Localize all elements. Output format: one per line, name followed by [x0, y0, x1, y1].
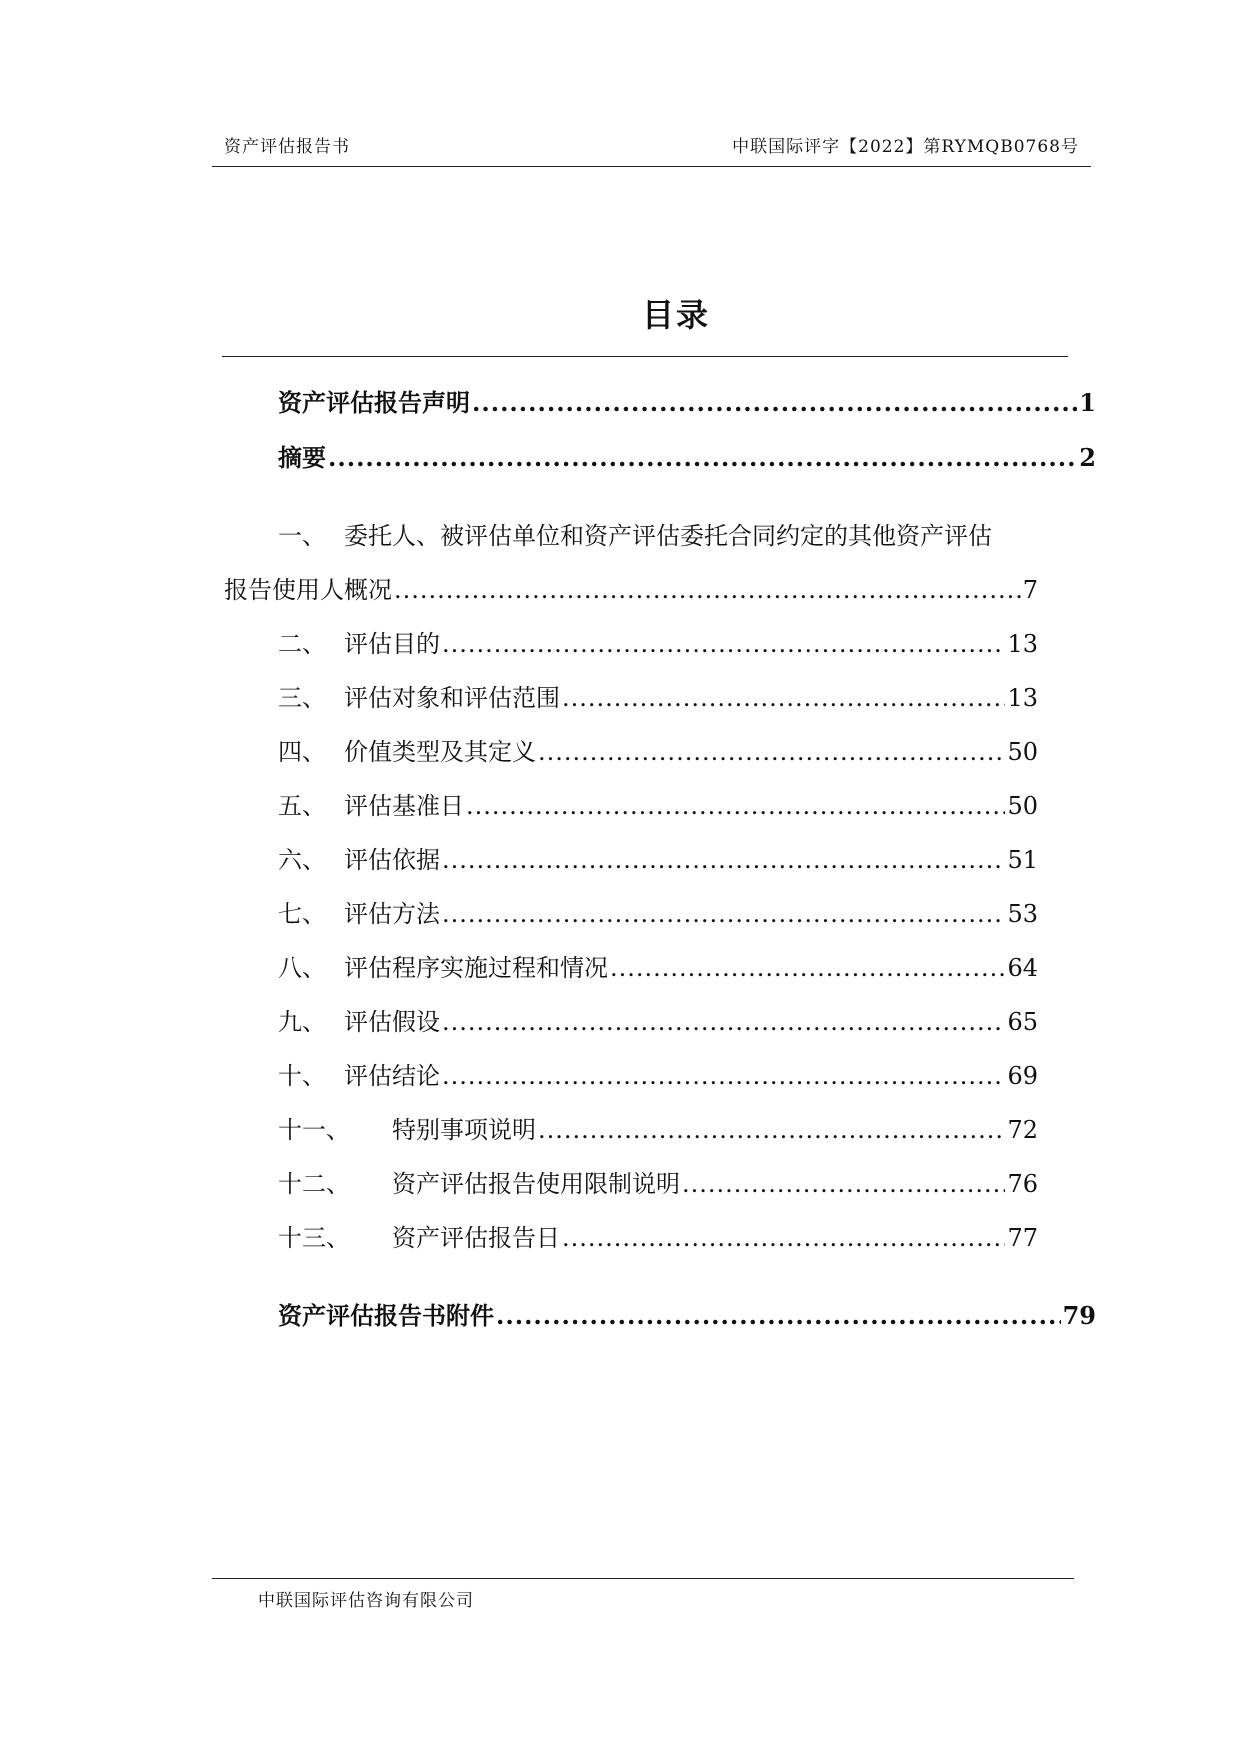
toc-number: 十一、: [278, 1116, 350, 1144]
toc-entry-summary[interactable]: [278, 438, 1096, 473]
toc-number: 一、: [278, 522, 326, 550]
toc-number: 二、: [278, 630, 326, 658]
toc-number: 五、: [278, 792, 326, 820]
header-document-type: 资产评估报告书: [224, 137, 350, 157]
footer-divider: [212, 1578, 1074, 1579]
toc-page-number: 7: [1022, 576, 1038, 604]
toc-entry-2[interactable]: [278, 624, 1038, 659]
toc-label: 资产评估报告书附件: [278, 1301, 494, 1330]
page-title: 目录: [641, 296, 710, 334]
toc-entry-13[interactable]: [278, 1218, 1038, 1253]
toc-label: 价值类型及其定义: [344, 738, 536, 766]
toc-entry-6[interactable]: [278, 840, 1038, 875]
toc-entry-appendix[interactable]: [278, 1296, 1096, 1331]
toc-label: 评估依据: [344, 846, 440, 874]
toc-leader: [442, 1008, 1005, 1036]
toc-entry-10[interactable]: [278, 1056, 1038, 1091]
toc-leader: [442, 846, 1005, 874]
toc-entry-12[interactable]: [278, 1164, 1038, 1199]
toc-label: 摘要: [278, 443, 326, 472]
toc-label: 评估结论: [344, 1062, 440, 1090]
toc-leader: [562, 1224, 1005, 1252]
toc-label: 评估程序实施过程和情况: [344, 954, 608, 982]
toc-page-number: 64: [1007, 954, 1038, 982]
toc-page-number: 13: [1007, 630, 1038, 658]
toc-entry-1-line2[interactable]: [224, 570, 1038, 605]
toc-entry-5[interactable]: [278, 786, 1038, 821]
toc-entry-11[interactable]: [278, 1110, 1038, 1145]
toc-leader: [442, 1062, 1005, 1090]
toc-label: 特别事项说明: [392, 1116, 536, 1144]
toc-page-number: 2: [1079, 443, 1096, 472]
toc-number: 七、: [278, 900, 326, 928]
toc-number: 六、: [278, 846, 326, 874]
toc-leader: [442, 630, 1005, 658]
toc-label: 评估假设: [344, 1008, 440, 1036]
toc-leader: [538, 1116, 1005, 1144]
toc-page-number: 53: [1007, 900, 1038, 928]
toc-label: 资产评估报告日: [392, 1224, 560, 1252]
toc-entry-1-line1[interactable]: [278, 516, 992, 551]
toc-entry-7[interactable]: [278, 894, 1038, 929]
toc-leader: [472, 388, 1077, 417]
toc-label: 评估基准日: [344, 792, 464, 820]
toc-page-number: 50: [1007, 738, 1038, 766]
toc-label: 评估对象和评估范围: [344, 684, 560, 712]
toc-leader: [538, 738, 1005, 766]
toc-page-number: 1: [1079, 388, 1096, 417]
toc-page-number: 65: [1007, 1008, 1038, 1036]
toc-page-number: 50: [1007, 792, 1038, 820]
toc-entry-9[interactable]: [278, 1002, 1038, 1037]
toc-number: 九、: [278, 1008, 326, 1036]
toc-page-number: 79: [1062, 1301, 1096, 1330]
toc-leader: [610, 954, 1005, 982]
toc-label: 评估方法: [344, 900, 440, 928]
toc-number: 三、: [278, 684, 326, 712]
toc-number: 四、: [278, 738, 326, 766]
toc-page-number: 69: [1007, 1062, 1038, 1090]
toc-label: 评估目的: [344, 630, 440, 658]
toc-number: 十、: [278, 1062, 326, 1090]
toc-entry-8[interactable]: [278, 948, 1038, 983]
toc-label: 报告使用人概况: [224, 576, 392, 604]
toc-number: 八、: [278, 954, 326, 982]
toc-label: 资产评估报告使用限制说明: [392, 1170, 680, 1198]
toc-leader: [562, 684, 1005, 712]
toc-leader: [328, 443, 1077, 472]
title-divider: [222, 356, 1068, 357]
toc-leader: [442, 900, 1005, 928]
toc-entry-statement[interactable]: [278, 383, 1096, 418]
page-header: [212, 128, 1091, 167]
toc-leader: [496, 1301, 1061, 1330]
toc-page-number: 76: [1007, 1170, 1038, 1198]
toc-label: 委托人、被评估单位和资产评估委托合同约定的其他资产评估: [344, 522, 992, 550]
toc-label: 资产评估报告声明: [278, 388, 470, 417]
toc-leader: [394, 576, 1021, 604]
toc-page-number: 77: [1007, 1224, 1038, 1252]
header-report-number: 中联国际评字【2022】第RYMQB0768号: [732, 137, 1079, 157]
toc-entry-3[interactable]: [278, 678, 1038, 713]
toc-page-number: 72: [1007, 1116, 1038, 1144]
toc-number: 十二、: [278, 1170, 350, 1198]
toc-leader: [466, 792, 1005, 820]
toc-page-number: 13: [1007, 684, 1038, 712]
footer-company-name: 中联国际评估咨询有限公司: [258, 1591, 474, 1611]
toc-page-number: 51: [1007, 846, 1038, 874]
toc-entry-4[interactable]: [278, 732, 1038, 767]
toc-leader: [682, 1170, 1005, 1198]
toc-number: 十三、: [278, 1224, 350, 1252]
